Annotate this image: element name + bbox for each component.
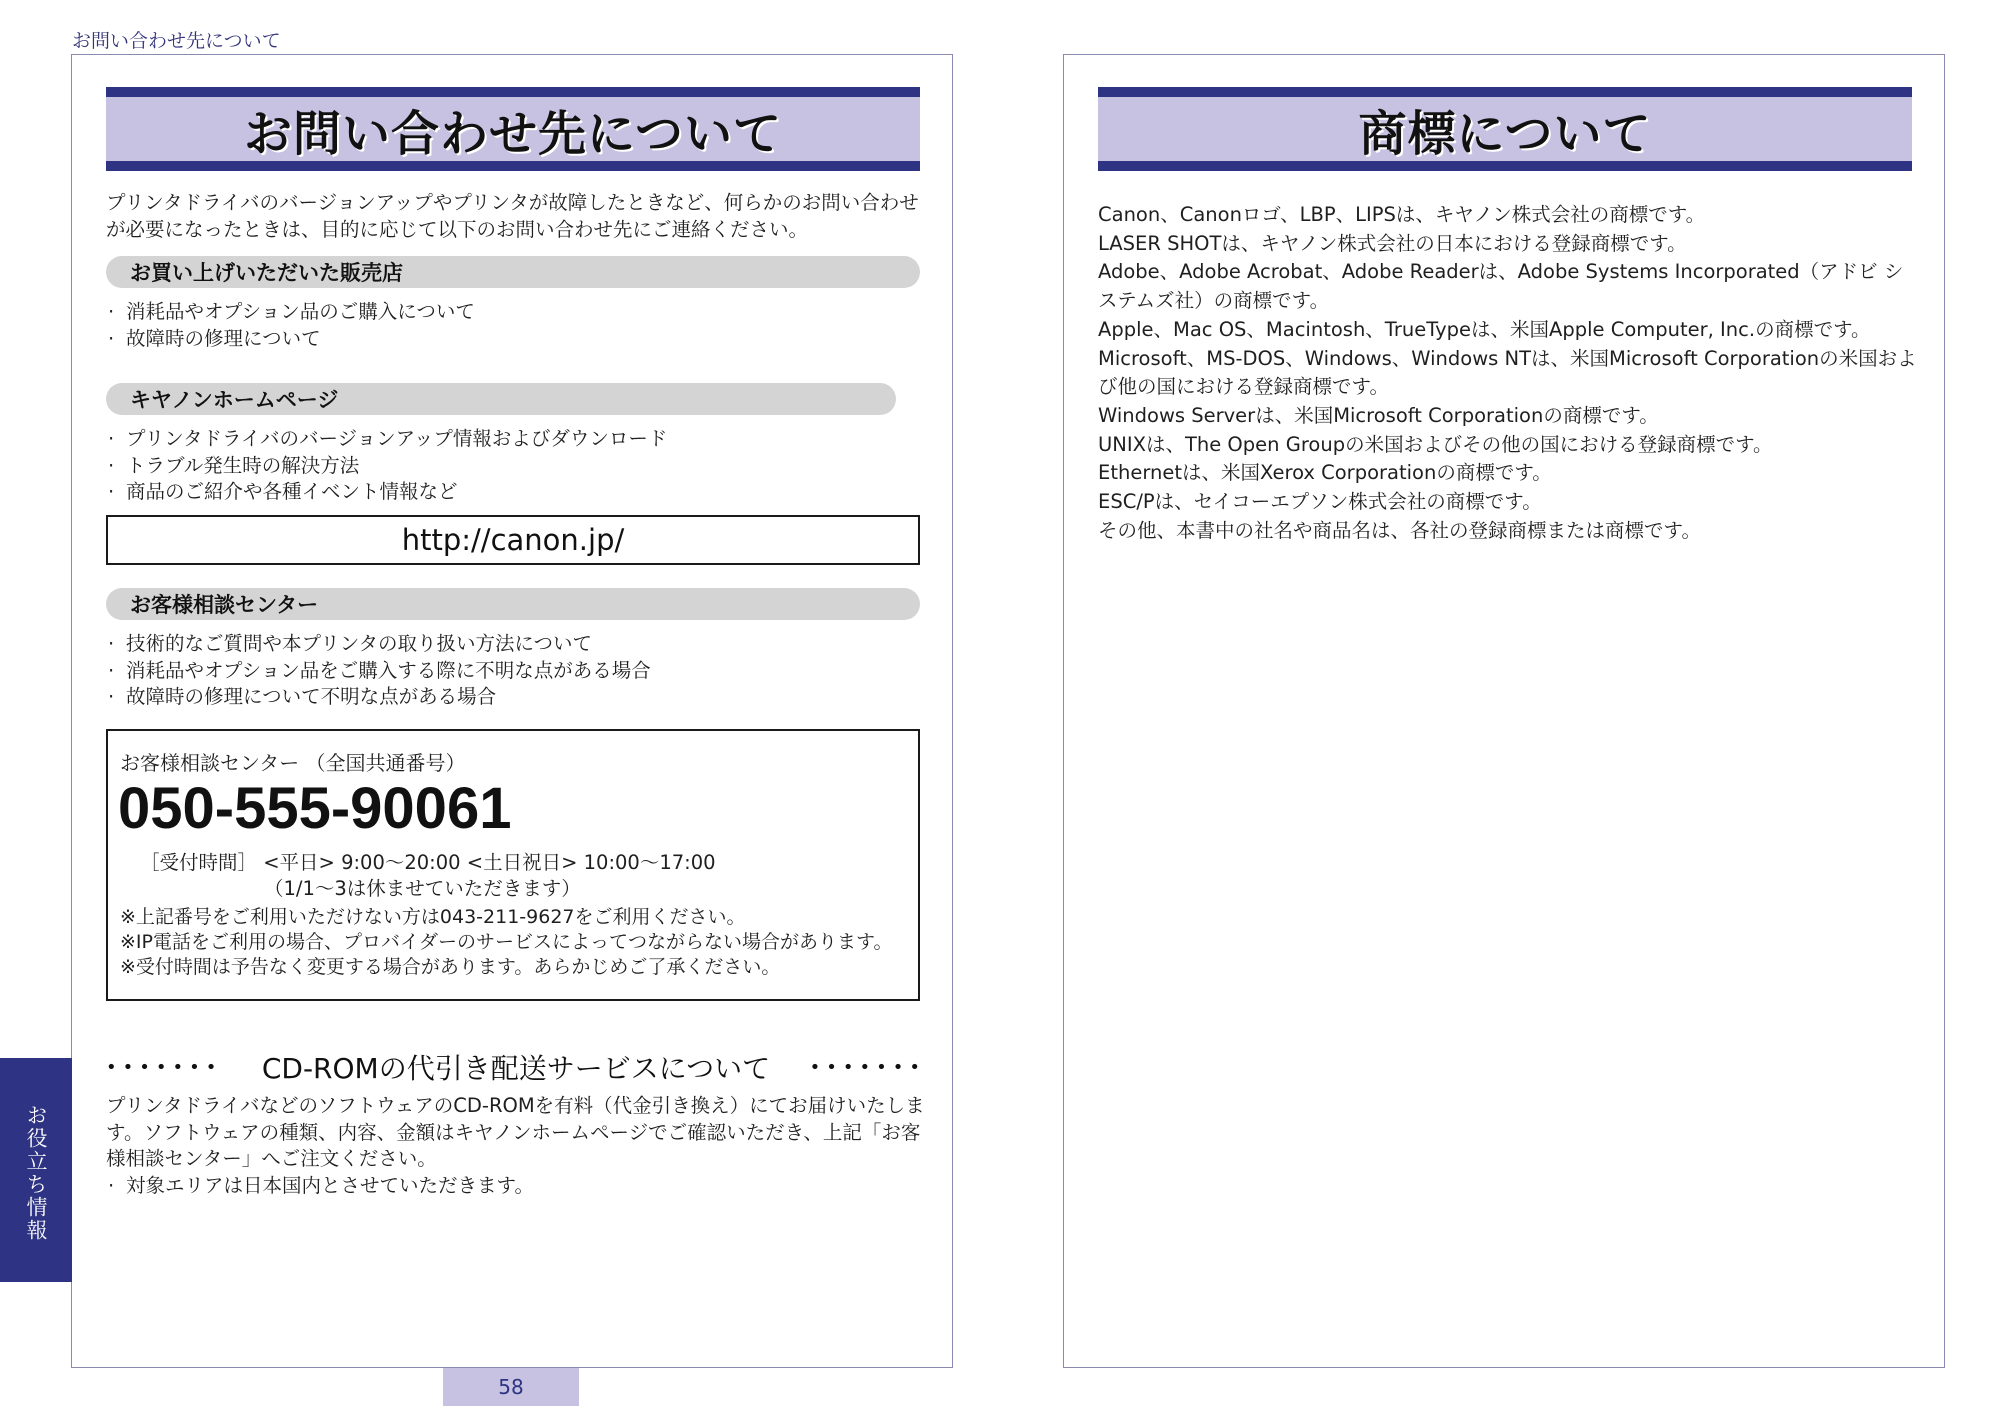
page-number-label: 58 [498, 1375, 524, 1399]
list-item: · 故障時の修理について [106, 326, 475, 353]
trademark-item: ESC/Pは、セイコーエプソン株式会社の商標です。 [1098, 490, 1542, 514]
section-heading-label: お客様相談センター [130, 593, 319, 617]
cdrom-body: プリンタドライバなどのソフトウェアのCD-ROMを有料（代金引き換え）にてお届けいたします。ソフトウェアの種類、内容、金額はキヤノンホームページでご確認いただき、上記「お客様相談センター」へご注文ください。 [106, 1094, 925, 1170]
left-page [71, 54, 953, 1368]
trademark-item: その他、本書中の社名や商品名は、各社の登録商標または商標です。 [1098, 518, 1701, 542]
trademark-item: LASER SHOTは、キヤノン株式会社の日本における登録商標です。 [1098, 231, 1687, 255]
list-item: · 故障時の修理について不明な点がある場合 [106, 684, 651, 711]
section-heading-support-center [106, 588, 920, 620]
support-center-list [106, 631, 651, 711]
cdrom-heading [106, 1047, 926, 1087]
contact-note: ※IP電話をご利用の場合、プロバイダーのサービスによってつながらない場合があります。 [120, 931, 893, 953]
section-heading-retailer [106, 256, 920, 288]
contact-note: ※上記番号をご利用いただけない方は043-211-9627をご利用ください。 [120, 906, 746, 928]
dot-leader-left: ••••••• [106, 1056, 223, 1078]
list-item: · 商品のご紹介や各種イベント情報など [106, 479, 667, 506]
cdrom-title: CD-ROMの代引き配送サービスについて [261, 1052, 771, 1085]
side-tab-label: お役立ち情報 [24, 1104, 48, 1242]
left-page-title: お問い合わせ先について [243, 105, 783, 162]
contact-label: お客様相談センター （全国共通番号） [120, 751, 466, 775]
right-page [1063, 54, 1945, 1368]
list-item: · 対象エリアは日本国内とさせていただきます。 [106, 1173, 534, 1200]
contact-box [106, 729, 920, 1001]
dot-leader-right: ••••••• [809, 1056, 926, 1078]
trademark-item: Microsoft、MS-DOS、Windows、Windows NTは、米国Microsoft Corporationの米国および他の国における登録商標です。 [1098, 346, 1917, 399]
list-item: · プリンタドライバのバージョンアップ情報およびダウンロード [106, 426, 667, 453]
business-hours-note: （1/1～3は休ませていただきます） [264, 877, 581, 900]
right-page-title: 商標について [1358, 105, 1652, 162]
trademark-item: Windows Serverは、米国Microsoft Corporationの商標です。 [1098, 403, 1659, 427]
retailer-list [106, 299, 475, 352]
trademark-item: Canon、Canonロゴ、LBP、LIPSは、キヤノン株式会社の商標です。 [1098, 203, 1706, 226]
list-item: · 消耗品やオプション品をご購入する際に不明な点がある場合 [106, 658, 651, 685]
list-item: · 技術的なご質問や本プリンタの取り扱い方法について [106, 631, 651, 658]
page-number [443, 1368, 579, 1406]
trademark-item: Ethernetは、米国Xerox Corporationの商標です。 [1098, 461, 1552, 485]
side-tab[interactable] [0, 1058, 72, 1282]
homepage-url[interactable]: http://canon.jp/ [401, 523, 625, 557]
trademark-item: Adobe、Adobe Acrobat、Adobe Readerは、Adobe Systems Incorporated（アドビ システムズ社）の商標です。 [1098, 260, 1904, 313]
cdrom-list [106, 1173, 534, 1200]
section-heading-label: キヤノンホームページ [130, 388, 339, 412]
section-heading-label: お買い上げいただいた販売店 [130, 261, 403, 285]
section-heading-homepage [106, 383, 896, 415]
list-item: · トラブル発生時の解決方法 [106, 453, 667, 480]
right-page-title-bar [1098, 87, 1912, 171]
list-item: · 消耗品やオプション品のご購入について [106, 299, 475, 326]
left-page-title-bar [106, 87, 920, 171]
intro-text: プリンタドライバのバージョンアップやプリンタが故障したときなど、何らかのお問い合わせが必要になったときは、目的に応じて以下のお問い合わせ先にご連絡ください。 [106, 191, 919, 241]
running-head: お問い合わせ先について [72, 30, 281, 52]
contact-notes [120, 905, 892, 980]
phone-number: 050-555-90061 [118, 776, 512, 841]
trademark-item: UNIXは、The Open Groupの米国およびその他の国における登録商標です。 [1098, 432, 1773, 456]
contact-note: ※受付時間は予告なく変更する場合があります。あらかじめご了承ください。 [120, 956, 781, 978]
business-hours: ［受付時間］ <平日> 9:00～20:00 <土日祝日> 10:00～17:00 [140, 851, 716, 874]
trademark-item: Apple、Mac OS、Macintosh、TrueTypeは、米国Apple Computer, Inc.の商標です。 [1098, 317, 1871, 341]
homepage-list [106, 426, 667, 506]
url-box [106, 515, 920, 565]
trademark-list [1098, 201, 1920, 545]
